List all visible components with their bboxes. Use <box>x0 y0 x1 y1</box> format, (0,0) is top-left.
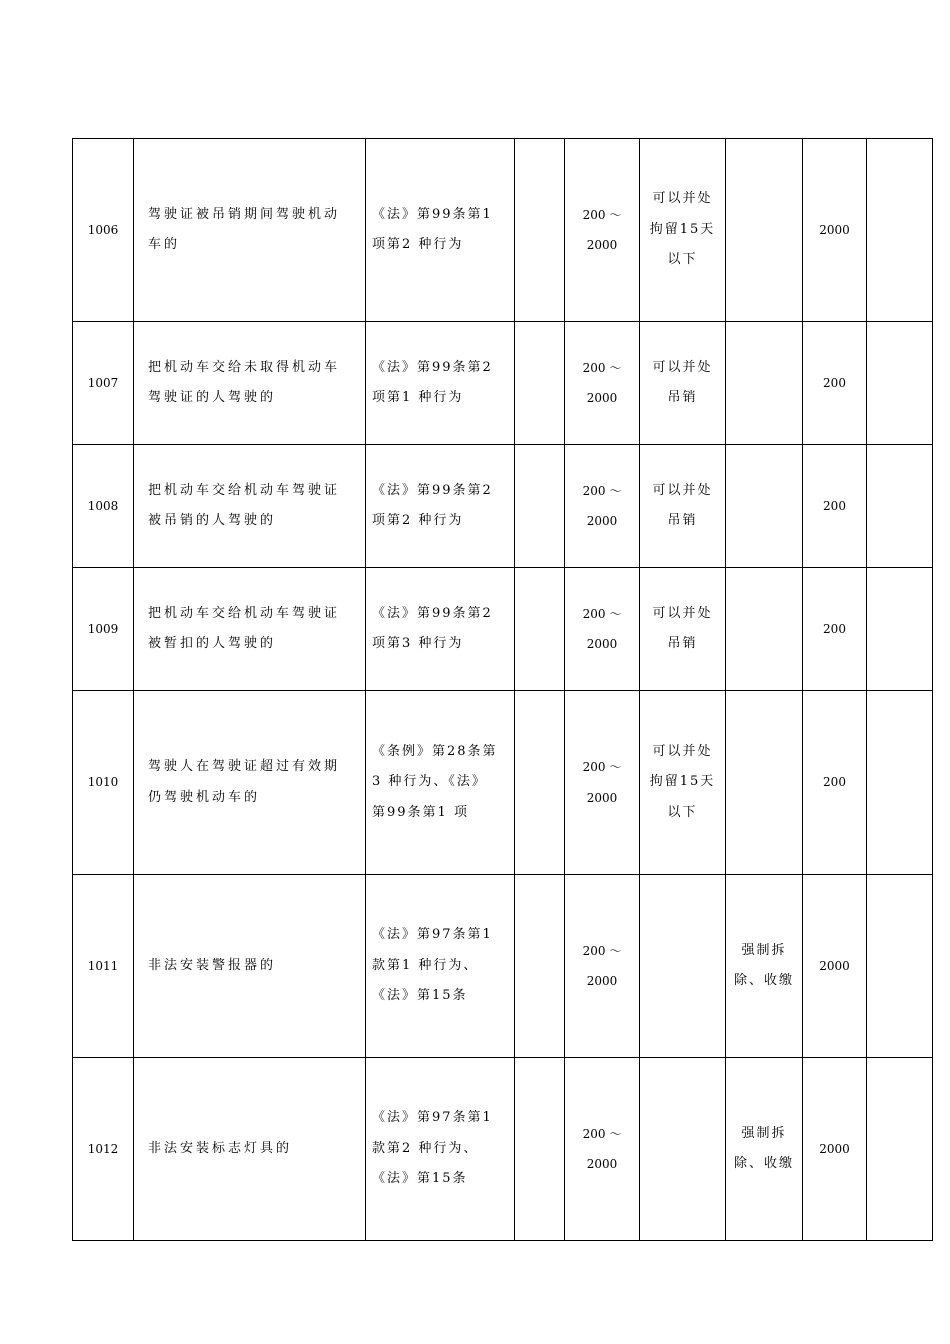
fine-range-cell <box>565 322 640 445</box>
fine-amount-cell: 200 <box>803 691 867 875</box>
blank-cell <box>867 691 933 875</box>
legal-basis-line: 《法》第97条第1 <box>372 1110 493 1126</box>
table-row <box>73 445 933 568</box>
description-line: 被吊销的人驾驶的 <box>148 513 277 528</box>
extra-penalty-line: 可以并处 <box>652 743 713 759</box>
extra-penalty-cell <box>640 568 726 691</box>
description-line: 把机动车交给机动车驾驶证 <box>148 482 341 498</box>
blank-cell <box>867 568 933 691</box>
force-measure-line: 除、收缴 <box>733 973 794 988</box>
extra-penalty-line: 可以并处 <box>652 359 713 375</box>
legal-basis-line: 项第1 种行为 <box>372 390 464 405</box>
extra-penalty-cell <box>640 691 726 875</box>
fine-amount-cell: 2000 <box>803 1058 867 1241</box>
blank-cell <box>867 445 933 568</box>
fine-range-line: 200 ～ <box>582 943 622 958</box>
blank-cell <box>867 139 933 322</box>
table-row <box>73 568 933 691</box>
table-row <box>73 1058 933 1241</box>
legal-basis-cell <box>366 322 515 445</box>
fine-range-line: 2000 <box>586 1157 618 1171</box>
code-cell: 1012 <box>73 1058 134 1241</box>
fine-range-line: 200 ～ <box>582 1126 622 1141</box>
fine-range-line: 2000 <box>586 391 618 405</box>
fine-range-cell <box>565 445 640 568</box>
description-cell <box>134 445 366 568</box>
blank-cell <box>515 445 565 568</box>
code-cell: 1008 <box>73 445 134 568</box>
fine-range-cell <box>565 568 640 691</box>
code-cell: 1011 <box>73 875 134 1058</box>
description-line: 非法安装警报器的 <box>148 957 277 973</box>
description-line: 被暂扣的人驾驶的 <box>148 636 277 651</box>
force-measure-line: 强制拆 <box>741 942 787 958</box>
description-cell <box>134 875 366 1058</box>
extra-penalty-line: 吊销 <box>667 636 698 651</box>
extra-penalty-line: 可以并处 <box>652 482 713 498</box>
description-cell <box>134 139 366 322</box>
blank-cell <box>515 691 565 875</box>
fine-amount-cell: 2000 <box>803 139 867 322</box>
blank-cell <box>515 139 565 322</box>
extra-penalty-line: 吊销 <box>667 513 698 528</box>
legal-basis-line: 《法》第99条第1 <box>372 206 493 222</box>
table-row <box>73 875 933 1058</box>
legal-basis-line: 项第3 种行为 <box>372 636 464 651</box>
fine-range-line: 2000 <box>586 974 618 988</box>
extra-penalty-line: 吊销 <box>667 390 698 405</box>
table-row <box>73 322 933 445</box>
force-measure-cell <box>726 322 803 445</box>
blank-cell <box>867 875 933 1058</box>
code-cell: 1007 <box>73 322 134 445</box>
legal-basis-cell <box>366 445 515 568</box>
fine-range-line: 200 ～ <box>582 760 622 774</box>
fine-range-line: 200 ～ <box>582 360 622 375</box>
extra-penalty-line: 拘留15天 <box>649 221 716 237</box>
force-measure-cell <box>726 445 803 568</box>
code-cell: 1006 <box>73 139 134 322</box>
legal-basis-line: 《法》第97条第1 <box>372 927 493 943</box>
description-cell <box>134 1058 366 1241</box>
code-cell: 1010 <box>73 691 134 875</box>
extra-penalty-line: 以下 <box>667 804 698 820</box>
force-measure-cell <box>726 1058 803 1241</box>
table-row <box>73 691 933 875</box>
extra-penalty-cell <box>640 322 726 445</box>
description-cell <box>134 691 366 875</box>
force-measure-line: 除、收缴 <box>733 1156 794 1171</box>
fine-range-cell <box>565 691 640 875</box>
fine-range-line: 2000 <box>586 238 618 252</box>
fine-amount-cell: 200 <box>803 445 867 568</box>
description-line: 驾驶证的人驾驶的 <box>148 390 277 405</box>
fine-range-line: 2000 <box>586 790 618 805</box>
description-line: 把机动车交给机动车驾驶证 <box>148 605 341 621</box>
legal-basis-line: 《条例》第28条第 <box>372 743 498 759</box>
fine-range-line: 2000 <box>586 514 618 528</box>
blank-cell <box>515 875 565 1058</box>
extra-penalty-line: 可以并处 <box>652 605 713 621</box>
legal-basis-line: 《法》第15条 <box>372 988 468 1004</box>
description-cell <box>134 322 366 445</box>
force-measure-cell <box>726 139 803 322</box>
penalty-table <box>72 138 933 1241</box>
description-line: 驾驶人在驾驶证超过有效期 <box>148 759 341 774</box>
fine-range-line: 200 ～ <box>582 207 622 222</box>
description-cell <box>134 568 366 691</box>
description-line: 非法安装标志灯具的 <box>148 1140 293 1156</box>
code-cell: 1009 <box>73 568 134 691</box>
description-line: 车的 <box>148 237 181 252</box>
blank-cell <box>515 568 565 691</box>
force-measure-cell <box>726 568 803 691</box>
legal-basis-line: 款第1 种行为、 <box>372 957 479 973</box>
fine-amount-cell: 200 <box>803 322 867 445</box>
blank-cell <box>515 1058 565 1241</box>
legal-basis-cell <box>366 691 515 875</box>
legal-basis-line: 3 种行为、《法》 <box>372 774 487 790</box>
description-line: 驾驶证被吊销期间驾驶机动 <box>148 206 341 222</box>
fine-range-line: 200 ～ <box>582 606 622 621</box>
legal-basis-cell <box>366 875 515 1058</box>
blank-cell <box>867 1058 933 1241</box>
table-row <box>73 139 933 322</box>
extra-penalty-line: 拘留15天 <box>649 774 716 790</box>
fine-range-cell <box>565 1058 640 1241</box>
force-measure-line: 强制拆 <box>741 1125 787 1141</box>
legal-basis-line: 《法》第99条第2 <box>372 605 493 621</box>
fine-range-line: 2000 <box>586 637 618 651</box>
fine-range-cell <box>565 139 640 322</box>
description-line: 把机动车交给未取得机动车 <box>148 359 341 375</box>
legal-basis-line: 项第2 种行为 <box>372 513 464 528</box>
blank-cell <box>867 322 933 445</box>
fine-amount-cell: 2000 <box>803 875 867 1058</box>
legal-basis-line: 《法》第99条第2 <box>372 482 493 498</box>
legal-basis-line: 款第2 种行为、 <box>372 1140 479 1156</box>
legal-basis-cell <box>366 568 515 691</box>
extra-penalty-cell <box>640 139 726 322</box>
legal-basis-cell <box>366 1058 515 1241</box>
extra-penalty-cell <box>640 445 726 568</box>
extra-penalty-line: 可以并处 <box>652 191 713 207</box>
legal-basis-cell <box>366 139 515 322</box>
legal-basis-line: 项第2 种行为 <box>372 237 464 252</box>
legal-basis-line: 第99条第1 项 <box>372 804 469 820</box>
legal-basis-line: 《法》第15条 <box>372 1171 468 1187</box>
description-line: 仍驾驶机动车的 <box>148 789 261 805</box>
extra-penalty-cell <box>640 1058 726 1241</box>
legal-basis-line: 《法》第99条第2 <box>372 359 493 375</box>
force-measure-cell <box>726 875 803 1058</box>
fine-range-cell <box>565 875 640 1058</box>
extra-penalty-line: 以下 <box>667 252 698 268</box>
table-body <box>73 139 933 1241</box>
force-measure-cell <box>726 691 803 875</box>
fine-amount-cell: 200 <box>803 568 867 691</box>
blank-cell <box>515 322 565 445</box>
extra-penalty-cell <box>640 875 726 1058</box>
fine-range-line: 200 ～ <box>582 483 622 498</box>
